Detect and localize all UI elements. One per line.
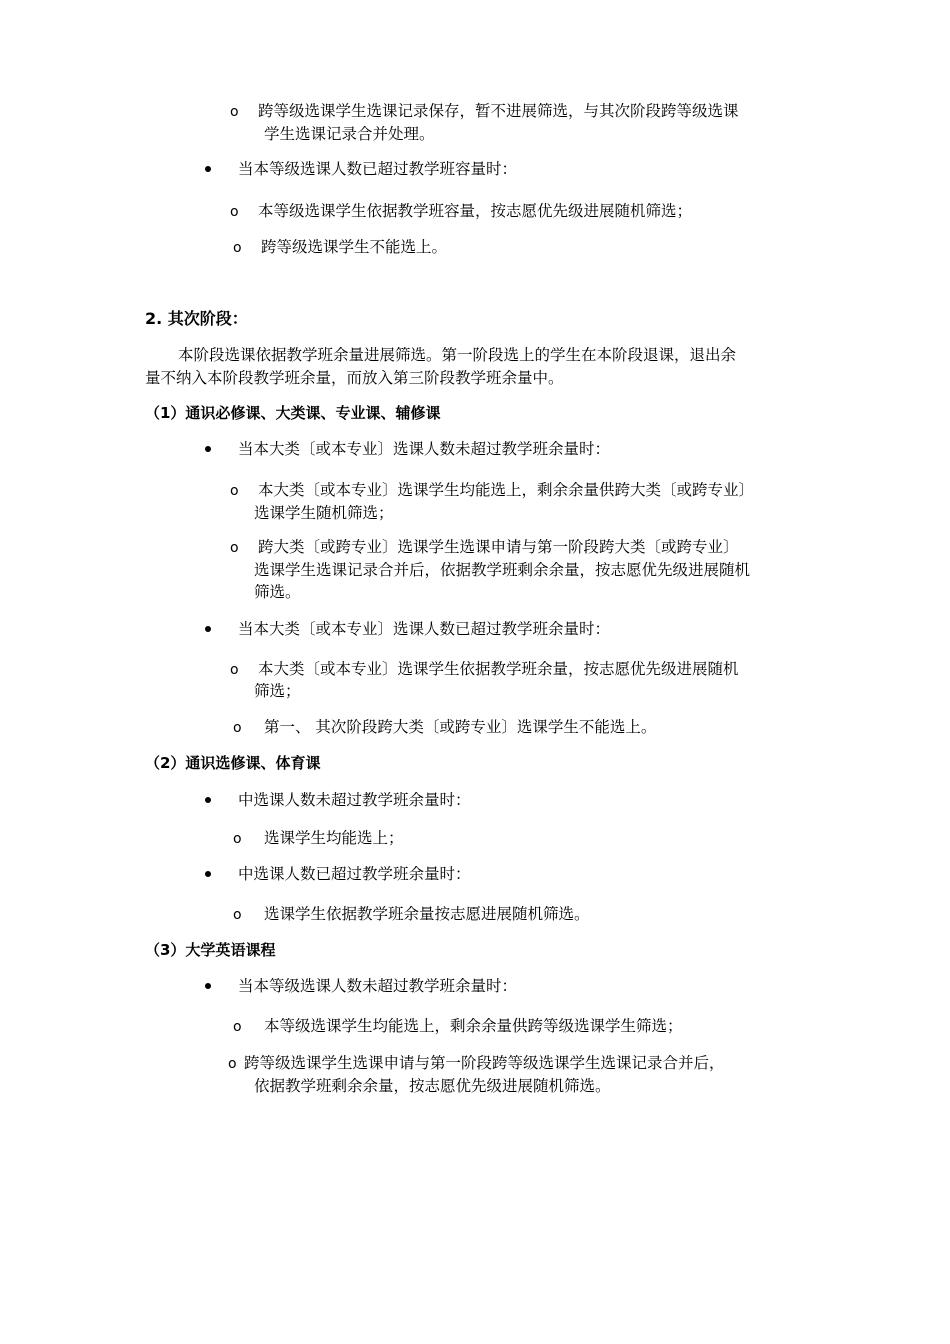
circle-bullet-icon: o bbox=[233, 1019, 242, 1035]
circle-bullet-icon: o bbox=[230, 662, 239, 678]
bullet-item: 当本大类〔或本专业〕选课人数未超过教学班余量时： bbox=[238, 440, 611, 458]
list-item: 选课学生依据教学班余量按志愿进展随机筛选。 bbox=[264, 905, 590, 923]
bullet-item: 中选课人数未超过教学班余量时： bbox=[238, 791, 471, 809]
subsection-heading: （1）通识必修课、大类课、专业课、辅修课 bbox=[145, 404, 441, 422]
list-item: 第一、 其次阶段跨大类〔或跨专业〕选课学生不能选上。 bbox=[264, 718, 657, 736]
circle-bullet-icon: o bbox=[230, 483, 239, 499]
list-item: 跨等级选课学生不能选上。 bbox=[261, 238, 448, 256]
list-item-continuation: 学生选课记录合并处理。 bbox=[264, 125, 435, 143]
bullet-icon bbox=[205, 797, 211, 803]
section-heading: 2. 其次阶段： bbox=[145, 309, 248, 328]
list-item-continuation: 选课学生选课记录合并后，依据教学班剩余余量，按志愿优先级进展随机 bbox=[254, 561, 751, 579]
subsection-heading: （3）大学英语课程 bbox=[145, 941, 276, 959]
list-item-continuation: 选课学生随机筛选； bbox=[254, 504, 394, 522]
bullet-icon bbox=[205, 626, 211, 632]
subsection-heading: （2）通识选修课、体育课 bbox=[145, 754, 321, 772]
list-item: 跨等级选课学生选课记录保存，暂不进展筛选，与其次阶段跨等级选课 bbox=[258, 102, 739, 120]
circle-bullet-icon: o bbox=[228, 1056, 237, 1072]
paragraph: 本阶段选课依据教学班余量进展筛选。第一阶段选上的学生在本阶段退课，退出余 bbox=[178, 346, 737, 364]
bullet-icon bbox=[205, 871, 211, 877]
bullet-item: 当本大类〔或本专业〕选课人数已超过教学班余量时： bbox=[238, 620, 611, 638]
paragraph-continuation: 量不纳入本阶段教学班余量，而放入第三阶段教学班余量中。 bbox=[145, 369, 564, 387]
circle-bullet-icon: o bbox=[233, 240, 242, 256]
list-item-continuation: 依据教学班剩余余量，按志愿优先级进展随机筛选。 bbox=[254, 1077, 611, 1095]
circle-bullet-icon: o bbox=[230, 540, 239, 556]
bullet-icon bbox=[205, 166, 211, 172]
circle-bullet-icon: o bbox=[233, 907, 242, 923]
circle-bullet-icon: o bbox=[233, 720, 242, 736]
bullet-item: 当本等级选课人数未超过教学班余量时： bbox=[238, 977, 518, 995]
bullet-item: 当本等级选课人数已超过教学班容量时： bbox=[238, 160, 518, 178]
list-item: 跨大类〔或跨专业〕选课学生选课申请与第一阶段跨大类〔或跨专业〕 bbox=[258, 538, 739, 556]
list-item-continuation: 筛选。 bbox=[254, 583, 301, 601]
bullet-item: 中选课人数已超过教学班余量时： bbox=[238, 865, 471, 883]
list-item-continuation: 筛选； bbox=[254, 682, 301, 700]
bullet-icon bbox=[205, 983, 211, 989]
bullet-icon bbox=[205, 446, 211, 452]
circle-bullet-icon: o bbox=[230, 204, 239, 220]
list-item: 本大类〔或本专业〕选课学生均能选上，剩余余量供跨大类〔或跨专业〕 bbox=[258, 481, 755, 499]
list-item: 本等级选课学生均能选上，剩余余量供跨等级选课学生筛选； bbox=[264, 1017, 683, 1035]
list-item: 跨等级选课学生选课申请与第一阶段跨等级选课学生选课记录合并后， bbox=[244, 1054, 725, 1072]
list-item: 本大类〔或本专业〕选课学生依据教学班余量，按志愿优先级进展随机 bbox=[258, 660, 739, 678]
circle-bullet-icon: o bbox=[230, 104, 239, 120]
circle-bullet-icon: o bbox=[233, 831, 242, 847]
list-item: 本等级选课学生依据教学班容量，按志愿优先级进展随机筛选； bbox=[258, 202, 693, 220]
list-item: 选课学生均能选上； bbox=[264, 829, 404, 847]
